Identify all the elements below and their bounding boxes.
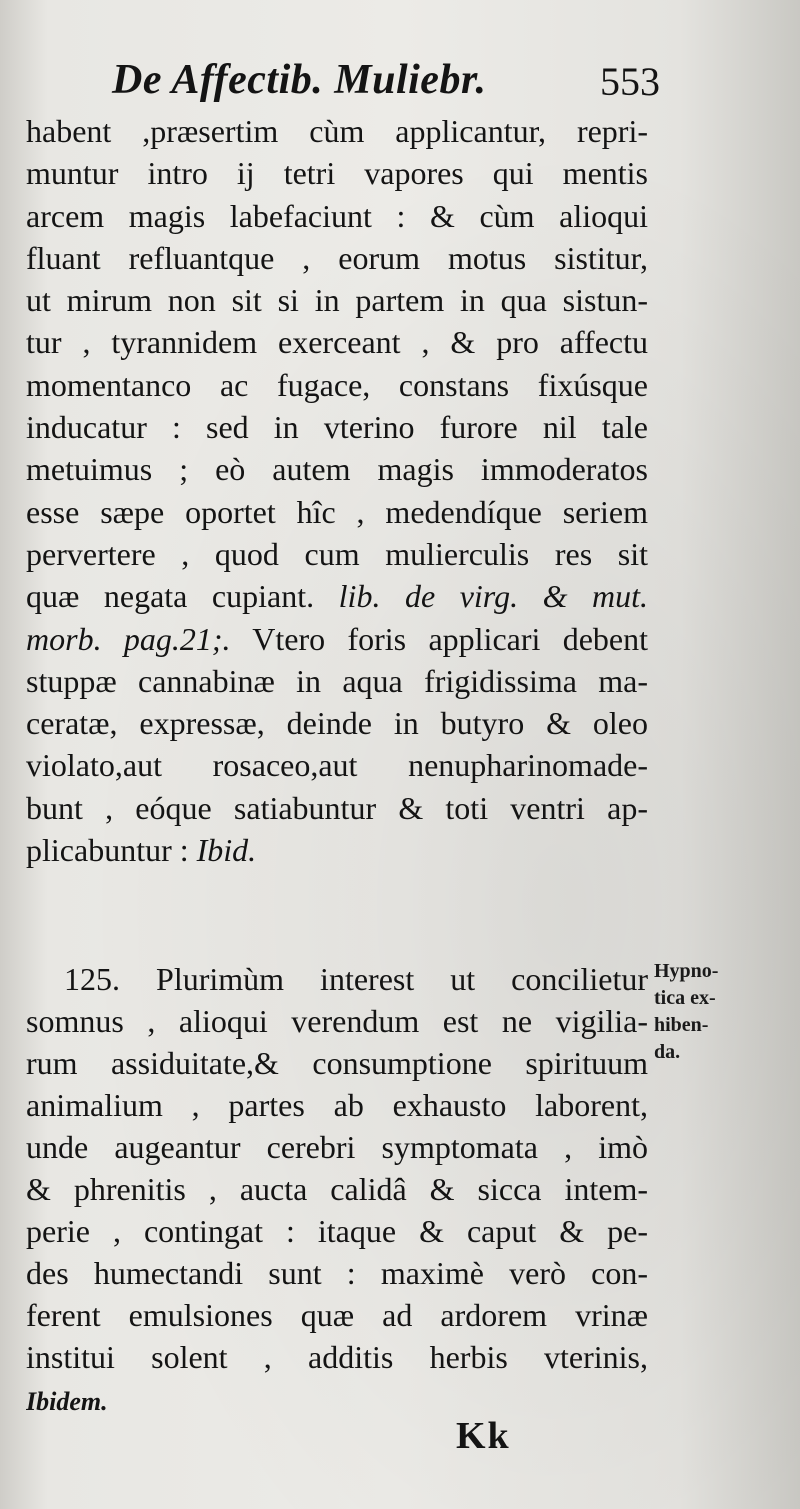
citation: Ibid.: [196, 832, 257, 869]
text-line: habent ,præsertim cùm applicantur, repri-: [26, 113, 648, 149]
text-line: [26, 618, 648, 660]
text-line: somnus , alioqui verendum est ne vigilia-: [26, 1003, 648, 1039]
text-line: bunt , eóque satiabuntur & toti ventri ap-: [26, 789, 648, 826]
text-line: rum assiduitate,& consumptione spirituum: [26, 1045, 648, 1081]
text-line: [26, 829, 648, 871]
text-line: ut mirum non sit si in partem in qua sistun-: [26, 282, 648, 319]
text-line: des humectandi sunt : maximè verò con-: [26, 1255, 648, 1291]
margin-note-line: hiben-: [654, 1014, 709, 1036]
margin-note: [654, 958, 764, 1066]
text-line: tur , tyrannidem exerceant , & pro affectu: [26, 324, 648, 361]
text-line: [26, 575, 648, 617]
text-fragment: quæ negata cupiant.: [26, 578, 315, 615]
text-line: ceratæ, expressæ, deinde in butyro & oleo: [26, 705, 648, 742]
text-line: [26, 1378, 648, 1420]
text-line: momentanco ac fugace, constans fixúsque: [26, 366, 648, 403]
page-number: 553: [600, 59, 660, 104]
citation: lib. de virg. & mut.: [338, 578, 648, 615]
margin-note-line: da.: [654, 1041, 681, 1063]
margin-note-line: Hypno-: [654, 960, 719, 982]
text-line: inducatur : sed in vterino furore nil tale: [26, 409, 648, 446]
text-fragment: Vtero foris applicari debent: [252, 620, 648, 657]
text-line: animalium , partes ab exhausto laborent,: [26, 1087, 648, 1123]
text-line: unde augeantur cerebri symptomata , imò: [26, 1129, 648, 1165]
paragraph-1: [26, 110, 648, 871]
paragraph-2: [26, 958, 648, 1420]
text-line: pervertere , quod cum mulierculis res sit: [26, 535, 648, 572]
text-line: fluant refluantque , eorum motus sistitur,: [26, 239, 648, 276]
citation: morb. pag.21;.: [26, 620, 231, 657]
text-line: & phrenitis , aucta calidâ & sicca intem-: [26, 1171, 648, 1207]
text-line: ferent emulsiones quæ ad ardorem vrinæ: [26, 1297, 648, 1333]
text-line: stuppæ cannabinæ in aqua frigidissima ma-: [26, 662, 648, 699]
text-line: metuimus ; eò autem magis immoderatos: [26, 451, 648, 488]
text-line: perie , contingat : itaque & caput & pe-: [26, 1213, 648, 1249]
text-line: violato,aut rosaceo,aut nenupharinomade-: [26, 747, 648, 784]
text-line: 125. Plurimùm interest ut concilietur: [64, 961, 648, 997]
text-line: institui solent , additis herbis vterinis,: [26, 1339, 648, 1375]
margin-note-line: tica ex-: [654, 987, 716, 1009]
text-line: arcem magis labefaciunt : & cùm alioqui: [26, 197, 648, 234]
text-line: muntur intro ij tetri vapores qui mentis: [26, 155, 648, 192]
text-fragment: plicabuntur :: [26, 832, 189, 869]
signature-mark: Kk: [456, 1415, 511, 1457]
running-title: De Affectib. Muliebr.: [112, 57, 487, 103]
citation: Ibidem.: [26, 1387, 108, 1416]
page-header: [112, 52, 660, 112]
text-line: esse sæpe oportet hîc , medendíque seriem: [26, 493, 648, 530]
